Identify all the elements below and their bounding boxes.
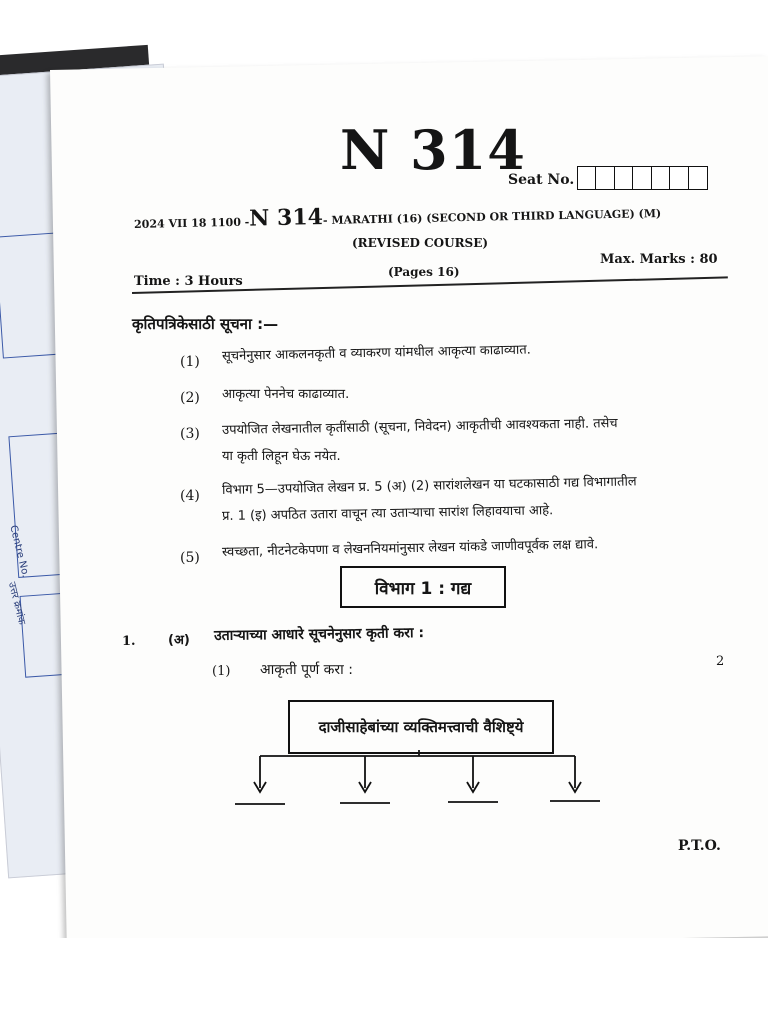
question-title: उताऱ्याच्या आधारे सूचनेनुसार कृती करा : [213,625,425,644]
paper-code-title: N 314 [340,118,526,182]
instruction-text: आकृत्या पेननेच काढाव्यात. [222,387,350,402]
question-part-text: आकृती पूर्ण करा : [260,662,353,678]
instruction-number: (1) [180,354,200,370]
seat-number-box[interactable] [651,166,671,190]
bottom-margin [0,938,768,1024]
header-date-code: 2024 VII 18 1100 - [133,215,250,231]
instruction-text: स्वच्छता, नीटनेटकेपणा व लेखननियमांनुसार लेखन यांकडे जाणीवपूर्वक लक्ष द्यावे. [221,537,599,560]
concept-web-diagram [230,696,610,816]
seat-number-boxes[interactable] [578,166,708,190]
diagram-connectors [230,696,610,816]
instructions-heading: कृतिपत्रिकेसाठी सूचना :— [132,315,279,333]
question-part-number: (1) [212,664,231,679]
diagram-title: दाजीसाहेबांच्या व्यक्तिमत्त्वाची वैशिष्ट्ये [318,718,524,736]
section-title: विभाग 1 : गद्य [374,578,472,599]
answer-sheet-label: Centre No. [7,524,31,579]
instruction-number: (5) [180,550,200,566]
instruction-text: उपयोजित लेखनातील कृतींसाठी (सूचना, निवेदन) आकृतीची आवश्यकता नाही. तसेच [221,416,618,438]
instruction-number: (2) [180,390,200,406]
header-subject: - MARATHI (16) (SECOND OR THIRD LANGUAGE) (M) [322,206,662,228]
max-marks-label: Max. Marks : 80 [600,252,718,267]
seat-number-box[interactable] [595,166,615,190]
time-label: Time : 3 Hours [134,274,243,289]
question-number: 1. [122,634,136,649]
instruction-text: या कृती लिहून घेऊ नयेत. [222,449,341,464]
question-marks: 2 [716,654,725,669]
seat-number-box[interactable] [688,166,708,190]
seat-number-label: Seat No. [508,172,575,188]
diagram-branches [235,756,600,804]
seat-number-box[interactable] [632,166,652,190]
revised-course-label: (REVISED COURSE) [352,236,489,250]
answer-sheet-label: उत्तर क्रमांक [5,580,27,626]
instruction-text: सूचनेनुसार आकलनकृती व व्याकरण यांमधील आकृत्या काढाव्यात. [221,342,531,364]
seat-number-box[interactable] [577,166,597,190]
instruction-number: (4) [180,488,200,504]
question-subpart: (अ) [168,633,190,648]
pages-label: (Pages 16) [388,265,460,279]
pto-label: P.T.O. [678,838,721,854]
instruction-text: विभाग 5—उपयोजित लेखन प्र. 5 (अ) (2) सारांशलेखन या घटकासाठी गद्य विभागातील [221,474,637,498]
seat-number-box[interactable] [614,166,634,190]
instruction-number: (3) [180,426,200,442]
seat-number-box[interactable] [669,166,689,190]
instruction-text: प्र. 1 (इ) अपठित उतारा वाचून त्या उताऱ्याचा सारांश लिहावयाचा आहे. [221,503,554,524]
section-title-box [340,566,506,608]
header-paper-code: N 314 [248,204,324,232]
